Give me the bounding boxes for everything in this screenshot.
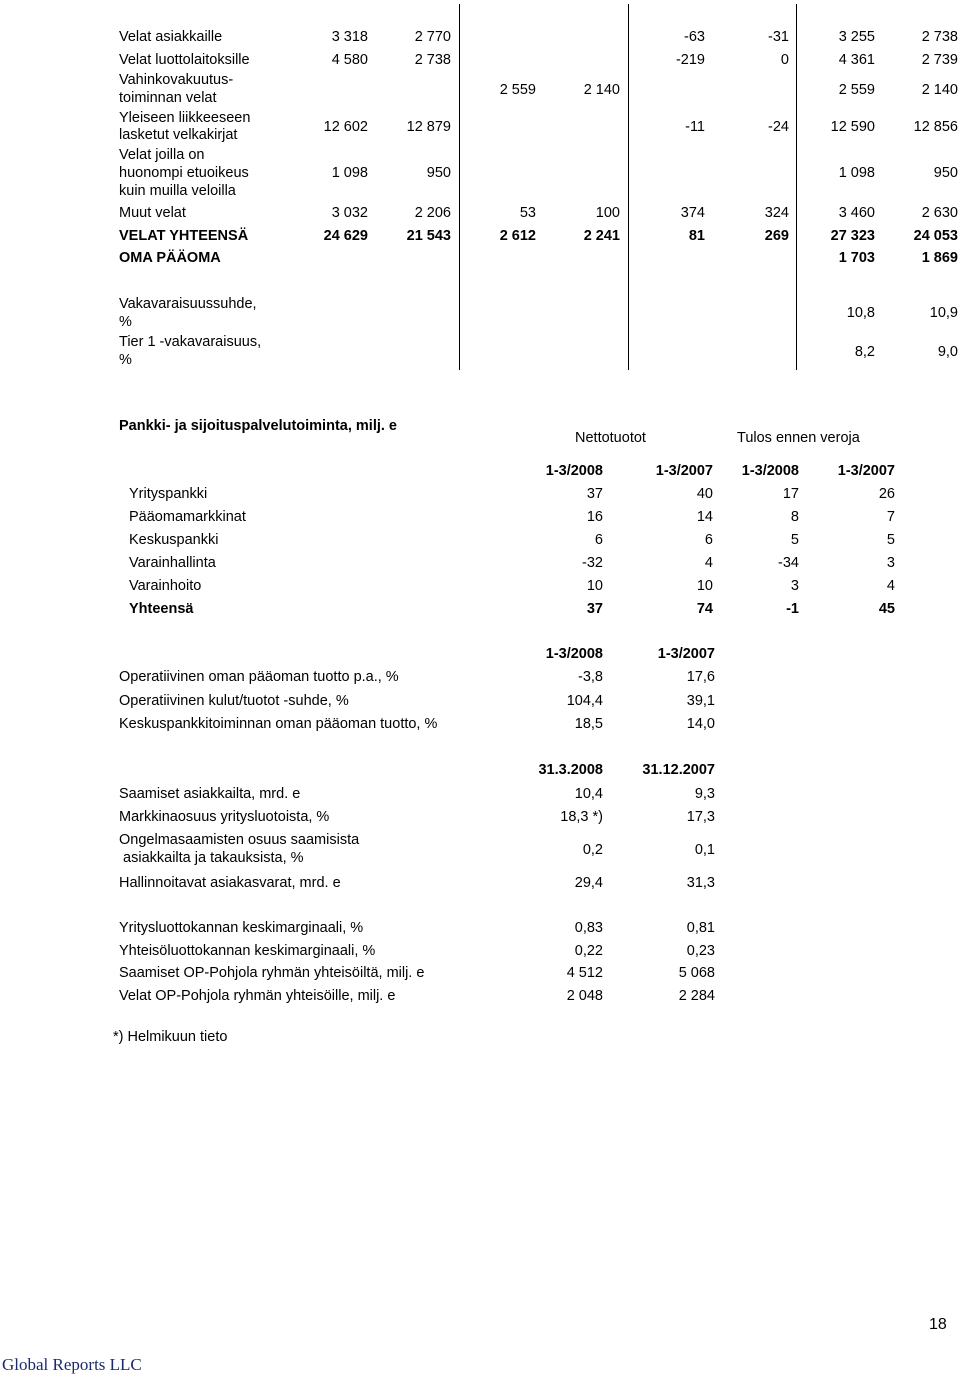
table-cell: 10,9 [929, 305, 958, 321]
table-cell: 10 [586, 578, 603, 594]
row-label: kuin muilla veloilla [119, 183, 236, 199]
table-row-label: Yhteensä [129, 601, 194, 617]
table-cell: 26 [878, 486, 895, 502]
table-cell: 10,4 [574, 786, 603, 802]
table-cell: 5 [886, 532, 895, 548]
table-cell: 1 098 [331, 165, 368, 181]
table-cell: 8,2 [854, 344, 875, 360]
row-label: Vahinkovakuutus- [119, 72, 234, 88]
table-cell: 9,3 [694, 786, 715, 802]
table-cell: 2 559 [499, 82, 536, 98]
row-label: Yhteisöluottokannan keskimarginaali, % [119, 943, 376, 959]
row-label: Yleiseen liikkeeseen [119, 110, 251, 126]
group-header-nettotuotot: Nettotuotot [575, 430, 646, 446]
table-cell: 10,8 [846, 305, 875, 321]
page-number: 18 [929, 1316, 947, 1333]
table-cell: 1 098 [838, 165, 875, 181]
table-cell: -219 [675, 52, 705, 68]
column-header: 1-3/2008 [545, 646, 603, 662]
table-cell: 2 241 [583, 228, 620, 244]
table-cell: 2 140 [583, 82, 620, 98]
table-cell: 31,3 [686, 875, 715, 891]
table-cell: 0,23 [686, 943, 715, 959]
column-header: 31.12.2007 [642, 762, 715, 778]
table-cell: 3 032 [331, 205, 368, 221]
table-cell: 4 361 [838, 52, 875, 68]
table-row-label: Yrityspankki [129, 486, 208, 502]
table-cell: 16 [586, 509, 603, 525]
row-label: Operatiivinen kulut/tuotot -suhde, % [119, 693, 349, 709]
row-label: Saamiset OP-Pohjola ryhmän yhteisöiltä, milj. e [119, 965, 425, 981]
table-cell: 269 [764, 228, 789, 244]
table-cell: 9,0 [937, 344, 958, 360]
table-cell: 12 602 [323, 119, 368, 135]
table-cell: 6 [594, 532, 603, 548]
table-cell: 45 [878, 601, 895, 617]
table-cell: 2 738 [414, 52, 451, 68]
column-header: 1-3/2008 [741, 463, 799, 479]
table-cell: 324 [764, 205, 789, 221]
table-cell: 17,6 [686, 669, 715, 685]
table-cell: 21 543 [406, 228, 451, 244]
table-cell: 24 629 [323, 228, 368, 244]
table-cell: -24 [768, 119, 789, 135]
table-cell: 14,0 [686, 716, 715, 732]
table-cell: 2 770 [414, 29, 451, 45]
table-cell: 5 [790, 532, 799, 548]
table-cell: 3 255 [838, 29, 875, 45]
table-cell: 3 318 [331, 29, 368, 45]
table-cell: -63 [684, 29, 705, 45]
table-cell: 0,81 [686, 920, 715, 936]
table-cell: 4 580 [331, 52, 368, 68]
table-cell: 1 869 [921, 250, 958, 266]
table-cell: 37 [586, 601, 603, 617]
table-cell: 14 [696, 509, 713, 525]
table-cell: 4 [886, 578, 895, 594]
table-cell: 4 512 [566, 965, 603, 981]
table-row-label: Varainhallinta [129, 555, 216, 571]
row-label: Hallinnoitavat asiakasvarat, mrd. e [119, 875, 341, 891]
table-cell: 18,5 [574, 716, 603, 732]
banking-section-title: Pankki- ja sijoituspalvelutoiminta, milj. e [119, 418, 397, 434]
table-cell: 2 206 [414, 205, 451, 221]
table-cell: -1 [786, 601, 799, 617]
table-cell: 8 [790, 509, 799, 525]
column-header: 1-3/2008 [545, 463, 603, 479]
row-label: asiakkailta ja takauksista, % [119, 850, 304, 866]
table-cell: 2 284 [678, 988, 715, 1004]
row-label: toiminnan velat [119, 90, 217, 106]
table-cell: 950 [933, 165, 958, 181]
table-cell: 2 048 [566, 988, 603, 1004]
footer-brand: Global Reports LLC [2, 1355, 142, 1374]
table-cell: 7 [886, 509, 895, 525]
row-label: Ongelmasaamisten osuus saamisista [119, 832, 360, 848]
row-label: Velat luottolaitoksille [119, 52, 250, 68]
table-row-label: Keskuspankki [129, 532, 219, 548]
table-cell: 6 [704, 532, 713, 548]
column-header: 1-3/2007 [655, 463, 713, 479]
table-cell: -31 [768, 29, 789, 45]
table-cell: 2 140 [921, 82, 958, 98]
table-cell: 374 [680, 205, 705, 221]
table-cell: 100 [595, 205, 620, 221]
group-header-tulos-ennen-veroja: Tulos ennen veroja [737, 430, 860, 446]
table-cell: 2 739 [921, 52, 958, 68]
table-cell: 10 [696, 578, 713, 594]
row-label: % [119, 314, 132, 330]
table-cell: 2 559 [838, 82, 875, 98]
table-cell: 39,1 [686, 693, 715, 709]
table-cell: 29,4 [574, 875, 603, 891]
row-label: Muut velat [119, 205, 186, 221]
table-cell: -11 [685, 119, 705, 135]
column-header: 31.3.2008 [538, 762, 603, 778]
table-cell: 40 [696, 486, 713, 502]
table-cell: -32 [582, 555, 603, 571]
table-cell: 12 879 [406, 119, 451, 135]
table-row-label: Pääomamarkkinat [129, 509, 246, 525]
table-cell: -34 [778, 555, 799, 571]
table-cell: 37 [586, 486, 603, 502]
table-cell: 2 630 [921, 205, 958, 221]
table-cell: 0,83 [574, 920, 603, 936]
table-cell: 3 [790, 578, 799, 594]
row-label: OMA PÄÄOMA [119, 250, 221, 266]
table-cell: 950 [426, 165, 451, 181]
table-cell: 27 323 [830, 228, 875, 244]
table-cell: 1 703 [838, 250, 875, 266]
table-cell: 4 [704, 555, 713, 571]
table-cell: 0,1 [694, 842, 715, 858]
column-header: 1-3/2007 [837, 463, 895, 479]
row-label: Markkinaosuus yritysluotoista, % [119, 809, 330, 825]
footnote: *) Helmikuun tieto [113, 1029, 228, 1045]
table-cell: -3,8 [578, 669, 603, 685]
table-cell: 0,2 [582, 842, 603, 858]
row-label: lasketut velkakirjat [119, 127, 238, 143]
row-label: Saamiset asiakkailta, mrd. e [119, 786, 301, 802]
row-label: Tier 1 -vakavaraisuus, [119, 334, 262, 350]
table-cell: 12 590 [830, 119, 875, 135]
row-label: huonompi etuoikeus [119, 165, 249, 181]
row-label: % [119, 352, 132, 368]
column-header: 1-3/2007 [657, 646, 715, 662]
table-cell: 17 [782, 486, 799, 502]
table-cell: 12 856 [913, 119, 958, 135]
table-cell: 0,22 [574, 943, 603, 959]
table-cell: 24 053 [913, 228, 958, 244]
table-cell: 104,4 [566, 693, 603, 709]
row-label: Vakavaraisuussuhde, [119, 296, 257, 312]
column-divider [459, 4, 460, 370]
table-cell: 2 612 [499, 228, 536, 244]
table-cell: 3 [886, 555, 895, 571]
row-label: Velat OP-Pohjola ryhmän yhteisöille, milj. e [119, 988, 396, 1004]
table-cell: 5 068 [678, 965, 715, 981]
table-row-label: Varainhoito [129, 578, 202, 594]
table-cell: 74 [696, 601, 713, 617]
row-label: Velat asiakkaille [119, 29, 223, 45]
table-cell: 0 [780, 52, 789, 68]
table-cell: 17,3 [686, 809, 715, 825]
row-label: Keskuspankkitoiminnan oman pääoman tuotto, % [119, 716, 438, 732]
table-cell: 3 460 [838, 205, 875, 221]
row-label: Velat joilla on [119, 147, 205, 163]
table-cell: 81 [688, 228, 705, 244]
table-cell: 18,3 *) [560, 809, 603, 825]
table-cell: 53 [519, 205, 536, 221]
row-label: VELAT YHTEENSÄ [119, 228, 249, 244]
row-label: Operatiivinen oman pääoman tuotto p.a., % [119, 669, 399, 685]
table-cell: 2 738 [921, 29, 958, 45]
row-label: Yritysluottokannan keskimarginaali, % [119, 920, 364, 936]
